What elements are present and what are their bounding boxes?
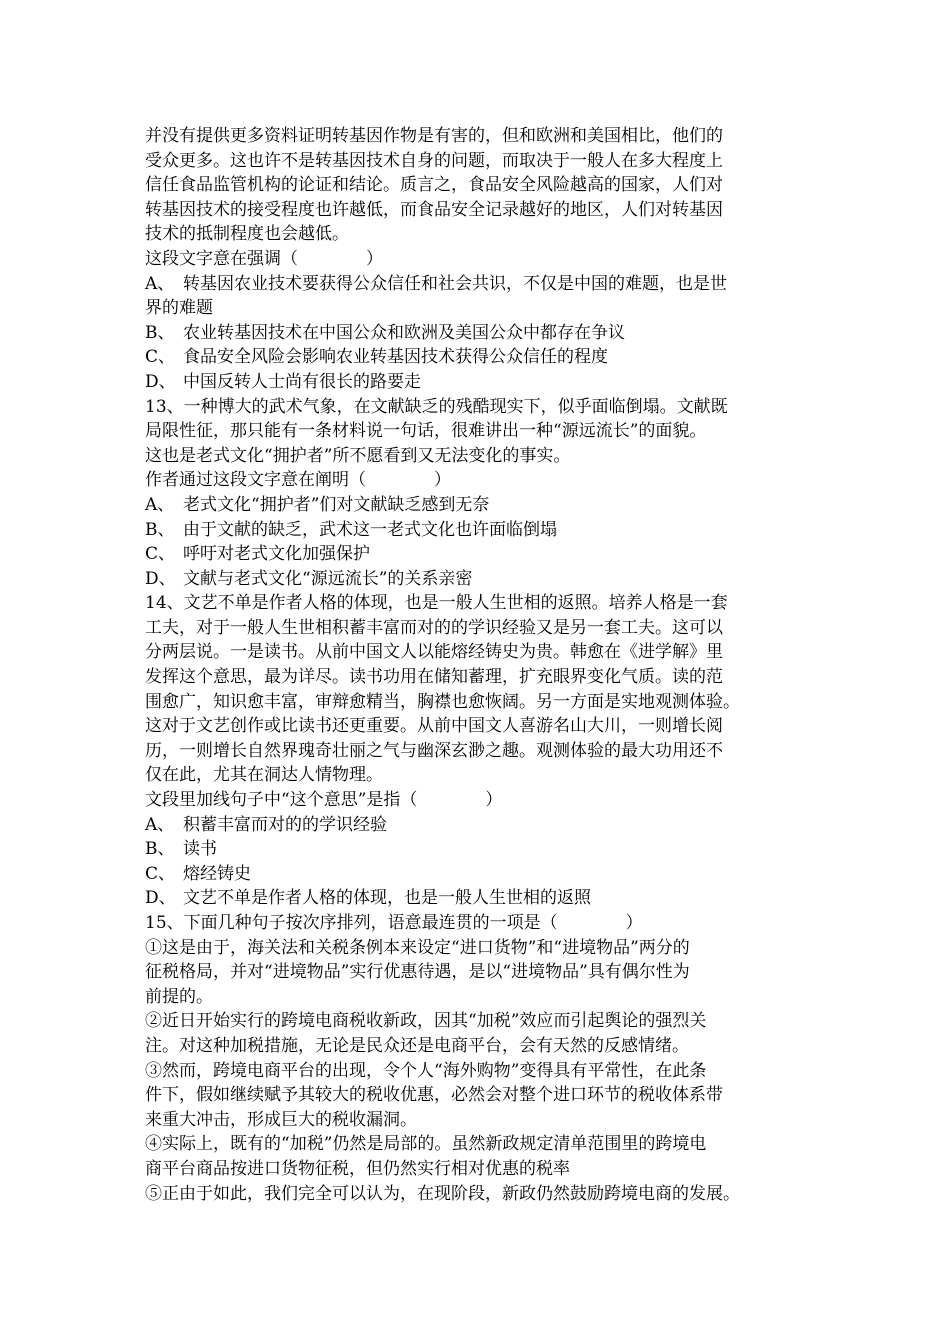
passage-line: 工夫，对于一般人生世相积蓄丰富而对的的学识经验又是另一套工夫。这可以 (145, 617, 723, 638)
option-letter: A、 (145, 273, 175, 294)
passage-line: 这对于文艺创作或比读书还更重要。从前中国文人喜游名山大川，一则增长阅 (145, 716, 723, 737)
q12-stem: 这段文字意在强调（ ） (145, 248, 383, 269)
q12-option-c[interactable] (145, 345, 815, 370)
option-letter: C、 (145, 347, 176, 368)
option-letter: C、 (145, 544, 176, 565)
passage-line: 围愈广，知识愈丰富，审辩愈精当，胸襟也愈恢阔。另一方面是实地观测体验。 (145, 691, 740, 712)
q13-option-a[interactable] (145, 493, 815, 518)
sentence-2-line: ②近日开始实行的跨境电商税收新政，因其“加税”效应而引起舆论的强烈关 (145, 1011, 707, 1032)
option-letter: B、 (145, 322, 175, 343)
q15-stem: 15、下面几种句子按次序排列，语意最连贯的一项是（ ） (145, 913, 643, 933)
q14-options (145, 813, 815, 911)
q15-sentences (145, 936, 815, 1207)
q12-options (145, 272, 815, 395)
sentence-2-line: 注。对这种加税措施，无论是民众还是电商平台，会有天然的反感情绪。 (145, 1035, 689, 1056)
option-text: 食品安全风险会影响农业转基因技术获得公众信任的程度 (183, 347, 608, 368)
passage-line: 仅在此，尤其在洞达人情物理。 (145, 765, 383, 786)
option-text: 农业转基因技术在中国公众和欧洲及美国公众中都存在争议 (183, 322, 625, 343)
sentence-3-line: 来重大冲击，形成巨大的税收漏洞。 (145, 1109, 417, 1130)
option-letter: D、 (145, 371, 176, 392)
option-letter: C、 (145, 863, 176, 884)
option-letter: B、 (145, 519, 175, 540)
q13-passage (145, 395, 815, 469)
q12-option-a[interactable] (145, 272, 815, 297)
option-letter: A、 (145, 494, 175, 515)
option-text: 积蓄丰富而对的的学识经验 (183, 814, 387, 835)
passage-line: 历，一则增长自然界瑰奇壮丽之气与幽深玄渺之趣。观测体验的最大功用还不 (145, 740, 723, 761)
sentence-4-line: ④实际上，既有的“加税”仍然是局部的。虽然新政规定清单范围里的跨境电 (145, 1134, 707, 1155)
q14-option-d[interactable] (145, 886, 815, 911)
passage-line: 信任食品监管机构的论证和结论。质言之，食品安全风险越高的国家，人们对 (145, 175, 723, 196)
sentence-1-line: 前提的。 (145, 986, 213, 1007)
sentence-1-line: 征税格局，并对“进境物品”实行优惠待遇，是以“进境物品”具有偶尔性为 (145, 962, 690, 983)
option-text: 读书 (183, 839, 217, 860)
option-text: 转基因农业技术要获得公众信任和社会共识，不仅是中国的难题，也是世 (183, 273, 727, 294)
q12-option-d[interactable] (145, 370, 815, 395)
passage-line: 技术的抵制程度也会越低。 (145, 224, 349, 245)
option-text: 呼吁对老式文化加强保护 (183, 544, 370, 565)
passage-line: 局限性征，那只能有一条材料说一句话，很难讲出一种“源远流长”的面貌。 (145, 421, 707, 442)
option-text: 熔经铸史 (183, 863, 251, 884)
option-text: 文艺不单是作者人格的体现，也是一般人生世相的返照 (183, 888, 591, 909)
q14-passage (145, 591, 815, 788)
passage-line: 转基因技术的接受程度也许越低，而食品安全记录越好的地区，人们对转基因 (145, 199, 723, 220)
q14-stem: 文段里加线句子中“这个意思”是指（ ） (145, 790, 503, 811)
q12-option-b[interactable] (145, 321, 815, 346)
q12-passage (145, 124, 815, 247)
passage-line: 并没有提供更多资料证明转基因作物是有害的，但和欧洲和美国相比，他们的 (145, 126, 723, 146)
passage-line: 发挥这个意思，最为详尽。读书功用在储知蓄理，扩充眼界变化气质。读的范 (145, 667, 723, 688)
option-letter: D、 (145, 568, 176, 589)
q13-option-c[interactable] (145, 542, 815, 567)
option-text: 中国反转人士尚有很长的路要走 (183, 371, 421, 392)
option-text: 老式文化“拥护者”们对文献缺乏感到无奈 (183, 494, 490, 515)
q14-option-a[interactable] (145, 813, 815, 838)
option-letter: A、 (145, 814, 175, 835)
option-letter: B、 (145, 839, 175, 860)
q13-option-d[interactable] (145, 567, 815, 592)
document-page (145, 124, 815, 1206)
q13-options (145, 493, 815, 591)
sentence-3-line: 件下，假如继续赋予其较大的税收优惠，必然会对整个进口环节的税收体系带 (145, 1085, 723, 1106)
passage-line: 这也是老式文化“拥护者”所不愿看到又无法变化的事实。 (145, 445, 571, 466)
passage-line: 受众更多。这也许不是转基因技术自身的问题，而取决于一般人在多大程度上 (145, 150, 723, 171)
q14-option-c[interactable] (145, 862, 815, 887)
q13-option-b[interactable] (145, 518, 815, 543)
q14-option-b[interactable] (145, 837, 815, 862)
sentence-5-line: ⑤正由于如此，我们完全可以认为，在现阶段，新政仍然鼓励跨境电商的发展。 (145, 1183, 740, 1204)
option-text: 由于文献的缺乏，武术这一老式文化也许面临倒塌 (183, 519, 557, 540)
passage-line: 13、一种博大的武术气象，在文献缺乏的残酷现实下，似乎面临倒塌。文献既 (145, 396, 728, 417)
passage-line: 14、文艺不单是作者人格的体现，也是一般人生世相的返照。培养人格是一套 (145, 593, 728, 614)
option-text: 文献与老式文化“源远流长”的关系亲密 (183, 568, 473, 589)
sentence-3-line: ③然而，跨境电商平台的出现，令个人“海外购物”变得具有平常性，在此条 (145, 1060, 707, 1081)
passage-line: 分两层说。一是读书。从前中国文人以能熔经铸史为贵。韩愈在《进学解》里 (145, 642, 723, 663)
option-text-cont: 界的难题 (145, 298, 213, 319)
q13-stem: 作者通过这段文字意在阐明（ ） (145, 470, 451, 491)
sentence-1-line: ①这是由于，海关法和关税条例本来设定“进口货物”和“进境物品”两分的 (145, 937, 690, 958)
sentence-4-line: 商平台商品按进口货物征税，但仍然实行相对优惠的税率 (145, 1158, 570, 1179)
option-letter: D、 (145, 888, 176, 909)
